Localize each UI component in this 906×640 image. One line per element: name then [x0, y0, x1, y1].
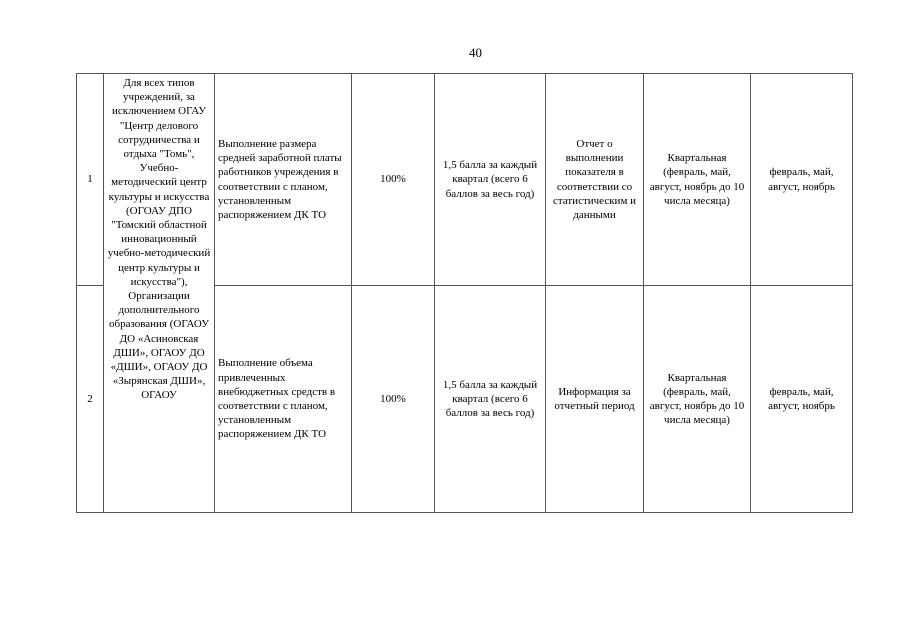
- reporting-form-text: Отчет о выполнении показателя в соответствии со статистическим и данными: [552, 137, 637, 221]
- indicators-table: [76, 73, 853, 513]
- frequency-text: Квартальная (февраль, май, август, ноябрь до 10 числа месяца): [649, 371, 745, 427]
- row-number: 2: [87, 392, 93, 405]
- page-number: 40: [469, 45, 482, 60]
- indicator-cell: [215, 286, 352, 513]
- reporting-form-text: Информация за отчетный период: [554, 385, 635, 412]
- target-value: 100%: [380, 173, 406, 186]
- score-text: 1,5 балла за каждый квартал (всего 6 баллов за весь год): [442, 159, 538, 200]
- table-row: [77, 74, 853, 286]
- row-number-cell: [77, 74, 104, 286]
- score-cell: [435, 286, 546, 513]
- score-text: 1,5 балла за каждый квартал (всего 6 баллов за весь год): [442, 378, 538, 420]
- target-cell: [352, 286, 435, 513]
- frequency-text: Квартальная (февраль, май, август, ноябрь до 10 числа месяца): [649, 152, 745, 207]
- deadline-text: февраль, май, август, ноябрь: [768, 385, 835, 412]
- frequency-cell: [644, 74, 751, 286]
- row-number-cell: [77, 286, 104, 513]
- eligible-institutions-cell: [104, 74, 215, 513]
- deadline-text: февраль, май, август, ноябрь: [768, 166, 835, 193]
- row-number: 1: [87, 173, 93, 186]
- frequency-cell: [644, 286, 751, 513]
- deadline-cell: [751, 74, 853, 286]
- eligible-institutions-text: Для всех типов учреждений, за исключением ОГАУ "Центр делового сотрудничества и отдыха "Томь", Учебно-методический центр культуры и искусства (ОГОАУ ДПО "Томский областной инновационный учебно-методический центр культуры и искусства"), Организации дополнительного образования (ОГАОУ ДО «Асиновская ДШИ», ОГАОУ ДО «ДШИ», ОГАОУ ДО «Зырянская ДШИ», ОГАОУ: [107, 77, 211, 402]
- reporting-form-cell: [546, 74, 644, 286]
- deadline-cell: [751, 286, 853, 513]
- target-value: 100%: [380, 392, 406, 405]
- reporting-form-cell: [546, 286, 644, 513]
- indicator-text: Выполнение размера средней заработной платы работников учреждения в соответствии с планом, установленным распоряжением ДК ТО: [218, 137, 342, 221]
- score-cell: [435, 74, 546, 286]
- indicator-text: Выполнение объема привлеченных внебюджетных средств в соответствии с планом, установленным распоряжением ДК ТО: [218, 357, 336, 441]
- target-cell: [352, 74, 435, 286]
- indicator-cell: [215, 74, 352, 286]
